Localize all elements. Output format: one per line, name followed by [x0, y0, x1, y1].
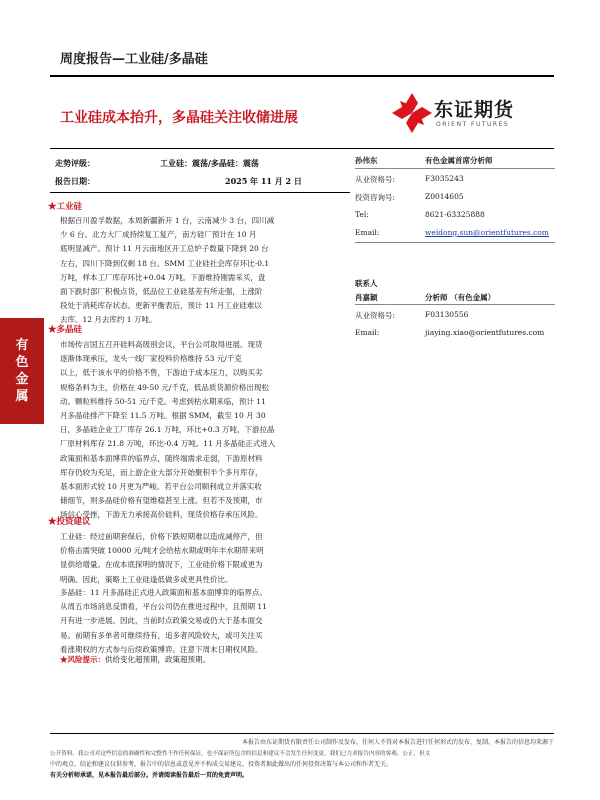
logo-mark-icon [392, 93, 432, 133]
logo-text-en: ORIENT FUTURES [436, 121, 510, 128]
text-line: 从周五市场消息反馈看，平台公司仍在推进过程中，且预期 11 [60, 602, 267, 612]
sector-side-tab [0, 318, 44, 424]
text-line: 工业硅：经过前期套保后，价格下跌短期难以造成减停产，但 [60, 532, 263, 541]
text-line: 看涨期权的方式参与后续政策博弈。注意下周末日期权风险。 [60, 644, 263, 654]
text-line: 根据百川盈孚数据，本周新疆新开 1 台，云南减少 3 台，四川减 [60, 216, 275, 225]
text-line: 储细节，则多晶硅价格有望维稳甚至上涨。但若不及预期，市 [60, 496, 263, 506]
analyst-rule [355, 304, 555, 305]
text-line: 月有进一步进展。因此，当前时点政策交易或仍大于基本面交 [60, 616, 263, 626]
risk-label: ★风险提示： [60, 655, 105, 664]
text-line: 少 6 台。北方大厂成持续复工复产，南方硅厂预计在 10 月 [60, 230, 257, 240]
text-line: 显供给增量。在成本底探明的情况下，工业硅价格下限或更为 [60, 560, 263, 570]
industrial-si-body [60, 214, 350, 328]
analyst-1-label: Email: [355, 228, 380, 237]
risk-text: 供给变化超预期，政策超预期。 [105, 655, 210, 664]
sector-char: 金 [15, 372, 29, 387]
risk-warning [60, 654, 210, 665]
text-line: 去库、12 月去库约 1 万吨。 [60, 315, 157, 325]
polysilicon-body [60, 338, 350, 523]
text-line: 动。颗粒料维持 50-51 元/千克。考虑到枯水期来临，预计 11 [60, 396, 266, 406]
disclaimer-line: 有关分析师承诺，见本报告最后部分。并请阅读报告最后一页的免责声明。 [50, 772, 249, 779]
analyst-rule [355, 168, 555, 169]
analyst-2-name: 肖嘉颖 [355, 293, 378, 302]
text-line: 以上，低于该水平的价格不售，下游迫于成本压力，以购买劣 [60, 368, 263, 378]
analyst-2-value: F03130556 [425, 310, 469, 319]
analyst-2-title: 分析师 （有色金属） [425, 293, 496, 302]
logo-text-cn: 东证期货 [434, 99, 515, 121]
text-line: 日，多晶硅企业工厂库存 26.1 万吨，环比+0.3 万吨，下游拉晶 [60, 425, 275, 435]
analyst-1-value: 8621-63325888 [425, 210, 485, 219]
section-heading-advice: ★投资建议 [48, 517, 91, 527]
rating-value: 工业硅：震荡/多晶硅：震荡 [160, 158, 259, 168]
text-line: 场信心受挫，下游无力承接高价硅料，现货价格存承压风险。 [60, 510, 263, 520]
text-line: 底明显减产。预计 11 月云南地区开工总炉子数量下降到 20 台 [60, 244, 269, 254]
text-line: 政策面和基本面博弈的临界点，随终端需求走弱，下游原材料 [60, 453, 263, 463]
text-line: 面下跌时部厂积极点货，低品位工业硅基差有所走强，上涨阶 [60, 287, 263, 297]
footer-rule [50, 733, 554, 734]
analyst-1-title: 有色金属首席分析师 [425, 156, 493, 165]
text-line: 左右，四川下降到仅剩 18 台。SMM 工业硅社会库存环比-0.1 [60, 258, 270, 268]
meta-rule [50, 192, 350, 193]
report-series: 周度报告—工业硅/多晶硅 [60, 52, 208, 67]
analyst-2-value: jiaying.xiao@orientfutures.com [425, 328, 545, 337]
text-line: 逐渐体现承压，龙头一线厂家投料价格维持 53 元/千克 [60, 354, 242, 364]
disclaimer-line: 中的观点、结论和建议仅供参考，报告中的信息或意见并不构成交易建议，投资者据此做出的任何投资决策与本公司和作者无关。 [50, 761, 393, 768]
disclaimer-line: 本报告由东证期货有限责任公司制作及发布，任何人不得对本报告进行任何形式的发布、复制。本报告的信息均来源于 [241, 739, 554, 746]
top-rule [50, 75, 554, 77]
text-line: 多晶硅：11 月多晶硅正式进入政策面和基本面博弈的临界点。 [60, 588, 267, 597]
analyst-1-email-link[interactable]: weidong.sun@orientfutures.com [425, 228, 549, 237]
sector-char: 色 [15, 355, 29, 370]
report-title: 工业硅成本抬升，多晶硅关注收储进展 [60, 110, 298, 126]
section-heading-polysilicon: ★多晶硅 [48, 325, 83, 335]
rating-label: 走势评级： [55, 158, 95, 168]
advice-industrial-si [60, 530, 350, 587]
text-line: 易。前期有多单者可继续持有，追多者风险较大，或可关注买 [60, 630, 263, 640]
date-label: 报告日期： [55, 176, 95, 186]
text-line: 月多晶硅排产下降至 11.5 万吨。根据 SMM，截至 10 月 30 [60, 411, 266, 421]
text-line: 段处于消耗库存状态。更新平衡表后，预计 11 月工业硅难以 [60, 301, 262, 311]
report-date: 2025 年 11 月 2 日 [225, 176, 302, 186]
text-line: 市场传言国五召开硅料高级别会议，平台公司取得进展。现货 [60, 340, 263, 349]
analyst-1-name: 孙伟东 [355, 156, 378, 165]
analyst-2-label: 从业资格号: [355, 311, 396, 320]
text-line: 库存仍较为充足，而上游企业大部分开始聚积半个多月库存， [60, 467, 263, 477]
analyst-1-label: Tel: [355, 210, 369, 219]
analyst-rule [355, 242, 555, 243]
text-line: 规格条料为主，价格在 49-50 元/千克，低品质货源价格出现松 [60, 382, 269, 392]
analyst-1-value: F3035243 [425, 174, 464, 183]
disclaimer-line: 公开资料，我公司对这些信息的准确性和完整性不作任何保证，也不保证所包含的信息和建议不会发生任何变更。我们已力求报告内容的客观、公正，但文 [50, 751, 431, 757]
text-line: 基本面形式较 10 月更为严峻。若平台公司顺利成立并落实收 [60, 482, 262, 492]
contact-role: 联系人 [355, 279, 378, 288]
title-rule [50, 148, 554, 149]
text-line: 万吨，样本工厂库存环比+0.04 万吨。下游维持刚需采买，盘 [60, 272, 266, 282]
text-line: 厂原材料库存 21.8 万吨，环比-0.4 万吨。11 月多晶硅正式进入 [60, 439, 276, 449]
sector-char: 有 [15, 338, 29, 353]
analyst-1-label: 从业资格号: [355, 175, 396, 184]
analyst-1-value: Z0014605 [425, 192, 464, 201]
advice-polysilicon [60, 586, 350, 657]
sector-char: 属 [15, 389, 29, 404]
text-line: 明确。因此，策略上工业硅逢低做多或更具性价比。 [60, 574, 233, 584]
analyst-1-label: 投资咨询号: [355, 193, 396, 202]
analyst-2-label: Email: [355, 328, 380, 337]
section-heading-industrial-si: ★工业硅 [48, 202, 83, 212]
company-logo [392, 93, 522, 137]
text-line: 价格击需突破 10000 元/吨才会给枯水期或明年丰水期带来明 [60, 546, 264, 556]
